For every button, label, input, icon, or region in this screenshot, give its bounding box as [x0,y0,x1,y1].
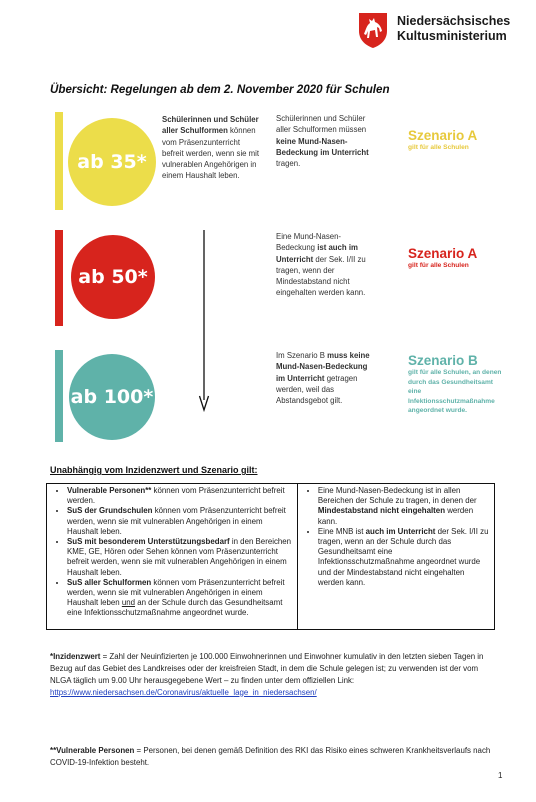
section-heading: Unabhängig vom Inzidenzwert und Szenario gilt: [50,465,258,475]
yellow-bar [55,112,63,210]
row1-left-segment: Schülerinnen und Schüler aller Schulformen [162,115,259,136]
left-rule-segment: und [121,598,136,608]
row1-right-segment: keine Mund-Nasen-Bedeckung im Unterricht [276,136,369,157]
right-rule-segment: der Sek. I/II zu tragen, wenn an der Schule durch das Gesundheitsamt eine Infektionsschutzmaßnahme angeordnet wurde und der Mindestabstand nicht eingehalten werden kann. [317,526,489,587]
teal-bar [55,350,63,442]
left-rule-segment: an der Schule durch das Gesundheitsamt eine Infektionsschutzmaßnahme angeordnet wurde. [67,598,283,618]
badge-35 [68,118,156,206]
row1-right-text [276,113,376,169]
left-rule-segment: SuS der Grundschulen [67,506,153,516]
row1-left-text [162,114,262,182]
left-rule-segment: in den Bereichen KME, GE, Hören oder Sehen können vom Präsenzunterricht befreit werden, wenn sie mit vulnerablen Angehörigen in einem Haushalt leben. [67,537,292,577]
left-rule-segment: SuS mit besonderem Unterstützungsbedarf [67,537,230,547]
badge-35-label: ab 35* [77,151,147,173]
left-rule-segment: SuS aller Schulformen [67,577,152,587]
row2-right-segment: Eine Mund-Nasen-Bedeckung [276,232,342,253]
badge-50-label: ab 50* [78,266,148,288]
left-rule-segment: können vom Präsenzunterricht befreit werden, wenn sie mit vulnerablen Angehörigen in einem Haushalt leben [67,577,285,608]
row2-scenario-title: Szenario A [408,246,478,261]
badge-100-label: ab 100* [70,386,154,408]
right-rule-segment: Eine MNB ist [317,526,366,536]
right-rule-item [318,527,490,588]
right-rule-segment: werden kann. [317,506,474,526]
right-rule-segment: auch im Unterricht [365,526,436,536]
rules-right-cell [297,484,494,630]
right-rule-item [318,486,490,527]
row1-scenario [408,128,508,153]
rules-table [46,483,495,630]
ministry-name [397,14,510,44]
ministry-name-line1: Niedersächsisches [397,14,511,28]
row3-scenario [408,353,508,416]
footnote-incidence [50,651,500,699]
footnote-vulnerable-label: **Vulnerable Personen [50,746,135,755]
red-bar [55,230,63,326]
left-rule-segment: können vom Präsenzunterricht befreit werden. [67,486,285,506]
left-rule-item [67,537,293,578]
right-rule-segment: Eine Mund-Nasen-Bedeckung ist in allen Bereichen der Schule zu tragen, in denen der [317,486,477,506]
left-rule-item [67,506,293,537]
left-rule-item [67,578,293,619]
rules-left-list [49,486,293,619]
badge-50 [71,235,155,319]
row2-scenario [408,246,508,271]
row3-scenario-title: Szenario B [408,353,478,368]
row1-right-segment: tragen. [276,159,301,169]
badge-100 [69,354,155,440]
left-rule-segment: Vulnerable Personen** [67,486,152,495]
page-number: 1 [498,771,503,780]
rules-left-cell [47,484,298,630]
nlga-link[interactable]: https://www.niedersachsen.de/Coronavirus/aktuelle_lage_in_niedersachsen/ [50,687,317,697]
row2-right-segment: ist auch im Unterricht [276,243,358,264]
row1-scenario-title: Szenario A [408,128,478,143]
down-arrow-icon [198,230,210,412]
ministry-name-line2: Kultusministerium [397,29,507,43]
right-rule-segment: Mindestabstand nicht eingehalten [317,506,446,516]
page-title: Übersicht: Regelungen ab dem 2. November 2020 für Schulen [50,83,390,96]
row3-right-segment: Im Szenario B [276,351,328,360]
row2-scenario-sub: gilt für alle Schulen [408,262,469,269]
row2-right-segment: der Sek. I/II zu tragen, wenn der Mindestabstand nicht eingehalten werden kann. [276,254,366,298]
row1-scenario-sub: gilt für alle Schulen [408,144,469,151]
row3-scenario-sub: gilt für alle Schulen, an denen durch das Gesundheitsamt eine Infektionsschutzmaßnahme angeordnet wurde. [408,369,502,415]
coat-of-arms-logo [357,11,389,49]
row1-left-segment: können vom Präsenzunterricht befreit werden, wenn sie mit vulnerablen Angehörigen in einem Haushalt leben. [162,126,260,181]
row1-right-segment: Schülerinnen und Schüler aller Schulformen müssen [276,114,367,135]
left-rule-item [67,486,293,506]
row3-right-segment: getragen werden, weil das Abstandsgebot gilt. [276,373,358,406]
row3-right-segment: muss keine Mund-Nasen-Bedeckung im Unterricht [276,351,370,383]
rules-right-list [300,486,490,588]
left-rule-segment: können vom Präsenzunterricht befreit werden, wenn sie mit vulnerablen Angehörigen in einem Haushalt leben. [67,506,286,536]
row3-right-text [276,350,376,406]
footnote-vulnerable [50,745,500,769]
footnote-vulnerable-text: = Personen, bei denen gemäß Definition des RKI das Risiko eines schweren Krankheitsverlaufs nach COVID-19-Infektion besteht. [50,746,491,767]
footnote-incidence-label: *Inzidenzwert [50,652,101,661]
footnote-incidence-text: = Zahl der Neuinfizierten je 100.000 Einwohnerinnen und Einwohner kumulativ in den letzten sieben Tagen in Bezug auf das Gebiet des Landkreises oder der kreisfreien Stadt, in dem die Schule gelegen ist; zu verwenden ist der vom NLGA täglich um 9.00 Uhr herausgegebene Wert – zu finden unter dem offiziellen Link: [50,652,484,685]
row2-right-text [276,231,376,299]
